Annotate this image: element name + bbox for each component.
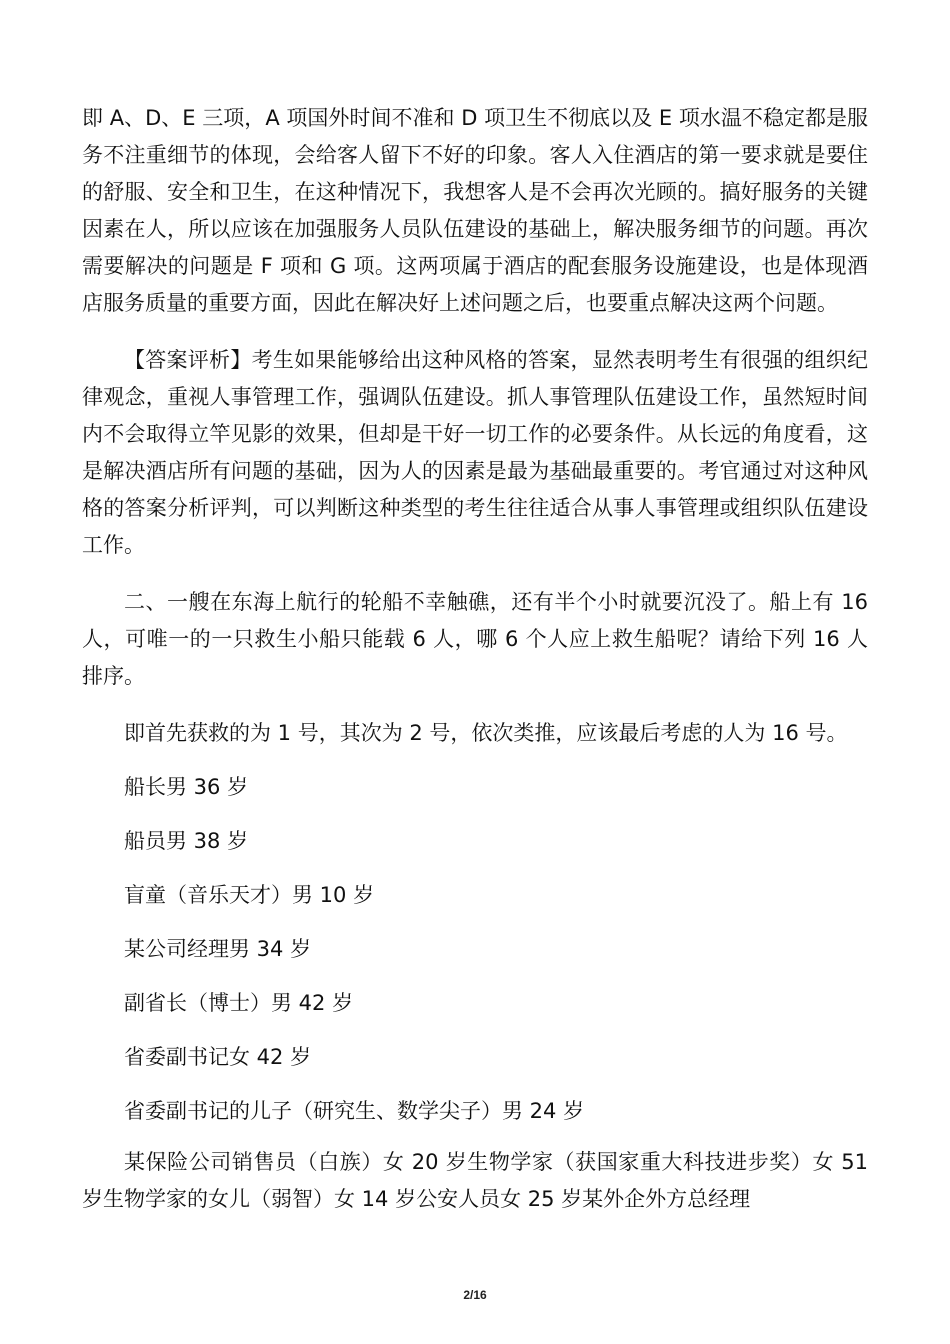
paragraph-answer-analysis: 即 A、D、E 三项，A 项国外时间不准和 D 项卫生不彻底以及 E 项水温不稳定都是服务不注重细节的体现，会给客人留下不好的印象。客人入住酒店的第一要求就是要住的舒服、安全和卫生，在这种情况下，我想客人是不会再次光顾的。搞好服务的关键因素在人，所以应该在加强服务人员队伍建设的基础上，解决服务细节的问题。再次需要解决的问题是 F 项和 G 项。这两项属于酒店的配套服务设施建设，也是体现酒店服务质量的重要方面，因此在解决好上述问题之后，也要重点解决这两个问题。: [82, 106, 868, 315]
paragraph-people-list: 某保险公司销售员（白族）女 20 岁生物学家（获国家重大科技进步奖）女 51 岁生物学家的女儿（弱智）女 14 岁公安人员女 25 岁某外企外方总经理: [82, 1150, 868, 1211]
list-item: 副省长（博士）男 42 岁: [124, 991, 354, 1015]
page-body: [82, 100, 868, 1238]
list-item: 盲童（音乐天才）男 10 岁: [124, 883, 375, 907]
list-item: 船员男 38 岁: [124, 829, 249, 853]
list-item: 船长男 36 岁: [124, 775, 249, 799]
list-item: 某公司经理男 34 岁: [124, 937, 312, 961]
page-number: 2/16: [463, 1288, 487, 1302]
list-item: 省委副书记女 42 岁: [124, 1045, 312, 1069]
paragraph-question-two: 二、一艘在东海上航行的轮船不幸触礁，还有半个小时就要沉没了。船上有 16 人，可唯一的一只救生小船只能载 6 人，哪 6 个人应上救生船呢？请给下列 16 人排序。: [82, 590, 868, 688]
list-item: 省委副书记的儿子（研究生、数学尖子）男 24 岁: [124, 1099, 585, 1123]
instruction-line: 即首先获救的为 1 号，其次为 2 号，依次类推，应该最后考虑的人为 16 号。: [124, 721, 848, 745]
paragraph-answer-review: 【答案评析】考生如果能够给出这种风格的答案，显然表明考生有很强的组织纪律观念，重视人事管理工作，强调队伍建设。抓人事管理队伍建设工作，虽然短时间内不会取得立竿见影的效果，但却是干好一切工作的必要条件。从长远的角度看，这是解决酒店所有问题的基础，因为人的因素是最为基础最重要的。考官通过对这种风格的答案分析评判，可以判断这种类型的考生往往适合从事人事管理或组织队伍建设工作。: [82, 348, 868, 557]
